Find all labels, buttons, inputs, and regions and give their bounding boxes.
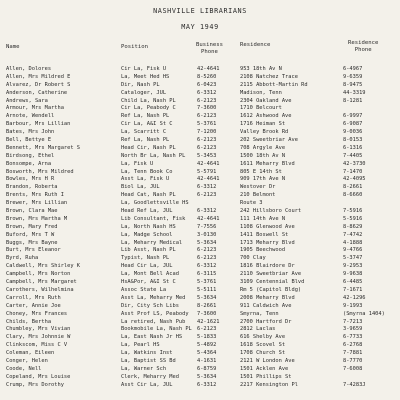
entry-business-phone: 8-5260 xyxy=(197,73,217,80)
entry-name: Carroll, Mrs Ruth xyxy=(6,294,61,301)
table-row xyxy=(0,121,400,129)
entry-residence-phone: 5-3747 xyxy=(343,255,363,262)
table-row xyxy=(0,350,400,358)
entry-business-phone: 5-3761 xyxy=(197,121,217,128)
entry-business-phone: 6-2123 xyxy=(197,113,217,120)
entry-residence: 1708 Church St xyxy=(240,350,286,357)
entry-residence: 2121 W London Ave xyxy=(240,357,295,364)
entry-residence-phone: 3-9659 xyxy=(343,326,363,333)
entry-name: Alvarez, Dr Robert S xyxy=(6,81,71,88)
entry-residence-phone: 7-4283J xyxy=(343,381,366,388)
entry-position: La retired, Nash Pub xyxy=(121,318,186,325)
entry-position: Dir, Nash PL xyxy=(121,81,160,88)
entry-residence-phone: 9-2953 xyxy=(343,263,363,270)
entry-residence: 2108 Natchez Trace xyxy=(240,73,298,80)
table-row xyxy=(0,113,400,121)
entry-business-phone: 5-1833 xyxy=(197,334,217,341)
table-row xyxy=(0,287,400,295)
entry-position: Cataloger, JUL xyxy=(121,89,167,96)
table-row xyxy=(0,74,400,82)
entry-position: Head Cir, Nash PL xyxy=(121,144,176,151)
entry-position: Head Cat, Nash PL xyxy=(121,192,176,199)
table-row xyxy=(0,247,400,255)
entry-name: Byrd, Ruha xyxy=(6,255,39,262)
entry-business-phone: 6-0423 xyxy=(197,81,217,88)
column-header-name: Name xyxy=(6,44,20,50)
table-row xyxy=(0,192,400,200)
entry-name: Bates, Mrs John xyxy=(6,129,55,136)
entry-name: Barbour, Mrs Lillian xyxy=(6,121,71,128)
entry-business-phone: 7-1200 xyxy=(197,129,217,136)
entry-residence-phone: 8-6660 xyxy=(343,192,363,199)
document-title: NASHVILLE LIBRARIANS xyxy=(153,7,247,15)
entry-business-phone: 6-3312 xyxy=(197,208,217,215)
entry-name: Brandon, Roberta xyxy=(6,184,58,191)
entry-residence-phone: (Smyrna 1404) xyxy=(343,310,385,317)
entry-position: La, Madge School xyxy=(121,231,173,238)
entry-position: La, Goodlettsville HS xyxy=(121,200,189,207)
entry-residence-phone: 7-7213 xyxy=(343,318,363,325)
entry-residence: 911 Caldwich Ave xyxy=(240,302,292,309)
entry-residence: 909 17th Ave N xyxy=(240,176,286,183)
entry-name: Conger, Helen xyxy=(6,357,48,364)
entry-residence: 2110 Sweetbriar Ave xyxy=(240,271,302,278)
entry-residence-phone: 42-3730 xyxy=(343,160,366,167)
table-row xyxy=(0,129,400,137)
entry-residence: 708 Argyle Ave xyxy=(240,144,286,151)
entry-name: Bowles, Mrs H R xyxy=(6,176,55,183)
entry-name: Brown, Mrs Martha M xyxy=(6,215,68,222)
entry-business-phone: 42-4641 xyxy=(197,66,220,72)
entry-position: Asst Prof LS, Peabody xyxy=(121,310,189,317)
entry-position: Lib Consultant, Fisk xyxy=(121,215,186,222)
entry-position: La, Meet Hed HS xyxy=(121,73,170,80)
entry-business-phone: 42-1621 xyxy=(197,318,220,325)
entry-business-phone: 5-4892 xyxy=(197,342,217,349)
entry-residence: 210 Belmont xyxy=(240,192,276,199)
entry-business-phone: 5-5791 xyxy=(197,168,217,175)
entry-position: Head Cir La, JUL xyxy=(121,263,173,270)
table-row xyxy=(0,184,400,192)
table-row xyxy=(0,382,400,390)
table-row xyxy=(0,216,400,224)
entry-business-phone: 5-3634 xyxy=(197,294,217,301)
entry-residence: Westover Dr xyxy=(240,184,276,191)
entry-residence: 2115 Abbott-Martin Rd xyxy=(240,81,308,88)
entry-residence-phone: 9-9638 xyxy=(343,271,363,278)
entry-position: La, Fisk U xyxy=(121,160,154,167)
table-row xyxy=(0,311,400,319)
entry-residence-phone: 9-0036 xyxy=(343,129,363,136)
entry-business-phone: 42-4641 xyxy=(197,160,220,167)
entry-residence-phone: 8-0153 xyxy=(343,137,363,144)
entry-residence: 3109 Centennial Blvd xyxy=(240,279,305,286)
entry-position: La, Mont Bell Acad xyxy=(121,271,179,278)
entry-position: Asst La, Meharry Med xyxy=(121,294,186,301)
table-row xyxy=(0,303,400,311)
entry-residence-phone: 8-9475 xyxy=(343,81,363,88)
entry-residence-phone: 8-1281 xyxy=(343,97,363,104)
entry-residence: 2812 Laclas xyxy=(240,326,276,333)
entry-residence-phone: 8-7770 xyxy=(343,357,363,364)
entry-name: Arnote, Wendell xyxy=(6,113,55,120)
entry-residence: 953 18th Av N xyxy=(240,66,282,72)
entry-residence: 1611 Meharry Blvd xyxy=(240,160,295,167)
entry-business-phone: 7-3600 xyxy=(197,105,217,112)
entry-name: Campbell, Mrs Margaret xyxy=(6,279,77,286)
table-row xyxy=(0,90,400,98)
entry-business-phone: 8-2661 xyxy=(197,302,217,309)
entry-business-phone: 4-1631 xyxy=(197,357,217,364)
entry-residence-phone: 7-1671 xyxy=(343,286,363,293)
entry-position: La, Warner Sch xyxy=(121,365,167,372)
entry-residence-phone: 7-4742 xyxy=(343,231,363,238)
entry-business-phone: 6-2123 xyxy=(197,192,217,199)
entry-position: Dir, City Sch Libs xyxy=(121,302,179,309)
entry-position: Cir La, Fisk U xyxy=(121,66,167,72)
entry-residence: 1411 Boswell St xyxy=(240,231,289,238)
entry-position: La, Meharry Medical xyxy=(121,239,183,246)
entry-position: Child La, Nash PL xyxy=(121,97,176,104)
table-row xyxy=(0,224,400,232)
column-header-position: Position xyxy=(121,44,148,50)
entry-name: Allen, Dolores xyxy=(6,66,52,72)
table-row xyxy=(0,208,400,216)
entry-residence: 2700 Hartford Dr xyxy=(240,318,292,325)
table-row xyxy=(0,295,400,303)
entry-name: Armour, Mrs Martha xyxy=(6,105,64,112)
table-row xyxy=(0,255,400,263)
entry-position: Ref La, Nash PL xyxy=(121,113,170,120)
entry-name: Buford, Mrs T W xyxy=(6,231,55,238)
entry-residence-phone: 6-4485 xyxy=(343,279,363,286)
entry-residence-phone: 9-4766 xyxy=(343,247,363,254)
entry-residence-phone: 7-4405 xyxy=(343,152,363,159)
entry-residence: 2304 Oakland Ave xyxy=(240,97,292,104)
column-header-business-phone: Business Phone xyxy=(196,42,223,55)
table-row xyxy=(0,358,400,366)
table-row xyxy=(0,374,400,382)
entry-residence: 2008 Meharry Blvd xyxy=(240,294,295,301)
entry-name: Clinkscom, Miss C V xyxy=(6,342,68,349)
entry-residence-phone: 8-2661 xyxy=(343,184,363,191)
entry-residence: 1612 Ashwood Ave xyxy=(240,113,292,120)
entry-business-phone: 6-8759 xyxy=(197,365,217,372)
entry-residence-phone: 42-1296 xyxy=(343,294,366,301)
entry-name: Allen, Mrs Mildred E xyxy=(6,73,71,80)
entry-business-phone: 6-2123 xyxy=(197,255,217,262)
table-row xyxy=(0,326,400,334)
entry-position: Asst Cir La, JUL xyxy=(121,381,173,388)
entry-business-phone: 6-3312 xyxy=(197,89,217,96)
entry-name: Brown, Mary Fred xyxy=(6,223,58,230)
entry-position: Typist, Nash PL xyxy=(121,255,170,262)
entry-business-phone: 5-4364 xyxy=(197,350,217,357)
entry-position: North Br La, Nash PL xyxy=(121,152,186,159)
entry-name: Childs, Bertha xyxy=(6,318,52,325)
entry-name: Chumbley, Mrs Vivian xyxy=(6,326,71,333)
entry-residence: Route 3 xyxy=(240,200,263,207)
table-row xyxy=(0,366,400,374)
entry-position: Assoc State La xyxy=(121,286,167,293)
entry-residence: Valley Brook Rd xyxy=(240,129,289,136)
entry-business-phone: 6-2123 xyxy=(197,326,217,333)
entry-position: La, Tenn Book Co xyxy=(121,168,173,175)
table-row xyxy=(0,319,400,327)
entry-business-phone: 6-3312 xyxy=(197,263,217,270)
entry-residence-phone: 7-5916 xyxy=(343,208,363,215)
table-row xyxy=(0,342,400,350)
column-header-residence: Residence xyxy=(240,42,271,48)
entry-business-phone: 7-3600 xyxy=(197,310,217,317)
entry-residence-phone: 6-7733 xyxy=(343,334,363,341)
entry-name: Caldwell, Mrs Shirley K xyxy=(6,263,80,270)
entry-name: Brewer, Mrs Lillian xyxy=(6,200,68,207)
entry-name: Bosworth, Mrs Mildred xyxy=(6,168,74,175)
table-row xyxy=(0,334,400,342)
entry-position: La, North Nash HS xyxy=(121,223,176,230)
entry-business-phone: 6-2123 xyxy=(197,247,217,254)
entry-residence-phone: 5-5916 xyxy=(343,215,363,222)
entry-business-phone: 3-0130 xyxy=(197,231,217,238)
entry-position: Lib Asst, Nash PL xyxy=(121,247,176,254)
entry-residence: 1716 Heiman St xyxy=(240,121,286,128)
entry-position: Cir La, Peabody C xyxy=(121,105,176,112)
entry-name: Burt, Mrs Eleanor xyxy=(6,247,61,254)
entry-residence-phone: 9-6359 xyxy=(343,73,363,80)
entry-residence-phone: 8-8629 xyxy=(343,223,363,230)
entry-position: HsA&Por, A&I St C xyxy=(121,279,176,286)
table-row xyxy=(0,279,400,287)
entry-position: La, Scarritt C xyxy=(121,129,167,136)
table-row xyxy=(0,232,400,240)
entry-residence-phone: 6-9087 xyxy=(343,121,363,128)
entry-business-phone: 5-3634 xyxy=(197,373,217,380)
entry-business-phone: 6-2123 xyxy=(197,137,217,144)
entry-business-phone: 6-3115 xyxy=(197,271,217,278)
table-row xyxy=(0,137,400,145)
entry-business-phone: 42-4641 xyxy=(197,215,220,222)
entry-residence-phone: 7-7881 xyxy=(343,350,363,357)
entry-residence: Smyrna, Tenn xyxy=(240,310,279,317)
entry-name: Bonsompe, Arna xyxy=(6,160,52,167)
entry-position: Ref La, Nash PL xyxy=(121,137,170,144)
entry-position: La, Baptist SS Bd xyxy=(121,357,176,364)
entry-business-phone: 5-3453 xyxy=(197,152,217,159)
entry-name: Coode, Nell xyxy=(6,365,42,372)
entry-residence: 242 Hillsboro Court xyxy=(240,208,302,215)
table-row xyxy=(0,169,400,177)
entry-residence-phone: 6-9997 xyxy=(343,113,363,120)
entry-name: Birdsong, Ethel xyxy=(6,152,55,159)
entry-residence-phone: 42-4095 xyxy=(343,176,366,183)
table-row xyxy=(0,263,400,271)
entry-name: Coleman, Eileen xyxy=(6,350,55,357)
entry-name: Carter, Annie Joe xyxy=(6,302,61,309)
directory-table xyxy=(0,66,400,390)
entry-business-phone: 42-4641 xyxy=(197,176,220,183)
table-row xyxy=(0,176,400,184)
table-row xyxy=(0,240,400,248)
entry-name: Carothers, Wilhelmina xyxy=(6,286,74,293)
entry-residence: 616 Shelby Ave xyxy=(240,334,286,341)
entry-business-phone: 6-3312 xyxy=(197,381,217,388)
entry-position: Clerk, Meharry Med xyxy=(121,373,179,380)
entry-position: Biol La, JUL xyxy=(121,184,160,191)
entry-position: La, East Nash Jr HS xyxy=(121,334,183,341)
entry-residence: 1108 Glenwood Ave xyxy=(240,223,295,230)
entry-position: Bookmobile La, Nash PL xyxy=(121,326,192,333)
entry-position: La, Pearl HS xyxy=(121,342,160,349)
entry-business-phone: 6-2123 xyxy=(197,97,217,104)
entry-business-phone: 5-3634 xyxy=(197,239,217,246)
column-header-residence-phone: Residence Phone xyxy=(348,40,379,53)
entry-residence: 1710 Belcourt xyxy=(240,105,282,112)
table-row xyxy=(0,82,400,90)
table-row xyxy=(0,145,400,153)
entry-name: Anderson, Catherine xyxy=(6,89,68,96)
entry-residence-phone: 9-1993 xyxy=(343,302,363,309)
entry-name: Brown, Clara Mae xyxy=(6,208,58,215)
entry-name: Choney, Mrs Frances xyxy=(6,310,68,317)
entry-position: Cir La, A&I St C xyxy=(121,121,173,128)
entry-residence: Madison, Tenn xyxy=(240,89,282,96)
entry-residence: 1713 Meharry Blvd xyxy=(240,239,295,246)
entry-residence: 2217 Kensington Pl xyxy=(240,381,298,388)
entry-residence: 202 Sweetbriar Ave xyxy=(240,137,298,144)
table-row xyxy=(0,98,400,106)
entry-business-phone: 5-3761 xyxy=(197,279,217,286)
entry-position: Asst La, Fisk U xyxy=(121,176,170,183)
entry-residence: 1905 Beechwood xyxy=(240,247,286,254)
entry-position: Head Ref La, JUL xyxy=(121,208,173,215)
entry-residence-phone: 6-4967 xyxy=(343,66,363,72)
entry-business-phone: 5-5111 xyxy=(197,286,217,293)
entry-residence: 1816 Blairdore Dr xyxy=(240,263,295,270)
table-row xyxy=(0,161,400,169)
table-row xyxy=(0,153,400,161)
table-row xyxy=(0,271,400,279)
entry-name: Clary, Mrs Johnnie W xyxy=(6,334,71,341)
entry-residence: Rm 5 (Capitol Bldg) xyxy=(240,286,302,293)
entry-name: Andrews, Sara xyxy=(6,97,48,104)
document-date: MAY 1949 xyxy=(181,23,219,31)
entry-name: Bennett, Mrs Margaret S xyxy=(6,144,80,151)
entry-residence: 1618 Scovel St xyxy=(240,342,286,349)
entry-residence: 1501 Phillips St xyxy=(240,373,292,380)
entry-residence-phone: 6-1316 xyxy=(343,144,363,151)
table-row xyxy=(0,200,400,208)
entry-residence-phone: 7-6008 xyxy=(343,365,363,372)
entry-name: Bell, Bettye E xyxy=(6,137,52,144)
entry-residence-phone: 7-1470 xyxy=(343,168,363,175)
entry-residence-phone: 4-1888 xyxy=(343,239,363,246)
entry-residence-phone: 44-3319 xyxy=(343,89,366,96)
entry-business-phone: 6-2123 xyxy=(197,144,217,151)
entry-residence: 111 14th Ave N xyxy=(240,215,286,222)
table-row xyxy=(0,105,400,113)
entry-name: Crump, Mrs Dorothy xyxy=(6,381,64,388)
entry-residence-phone: 6-2768 xyxy=(343,342,363,349)
entry-residence: 700 Clay xyxy=(240,255,266,262)
entry-name: Copeland, Mrs Louise xyxy=(6,373,71,380)
entry-residence: 1501 Acklen Ave xyxy=(240,365,289,372)
entry-name: Brents, Mrs Ruth I xyxy=(6,192,64,199)
entry-position: La, Watkins Inst xyxy=(121,350,173,357)
entry-residence: 805 E 14th St xyxy=(240,168,282,175)
table-row xyxy=(0,66,400,74)
entry-residence: 1500 18th Av N xyxy=(240,152,286,159)
entry-name: Campbell, Mrs Norton xyxy=(6,271,71,278)
entry-business-phone: 7-7556 xyxy=(197,223,217,230)
entry-business-phone: 6-3312 xyxy=(197,184,217,191)
entry-name: Buggs, Mrs Bayne xyxy=(6,239,58,246)
